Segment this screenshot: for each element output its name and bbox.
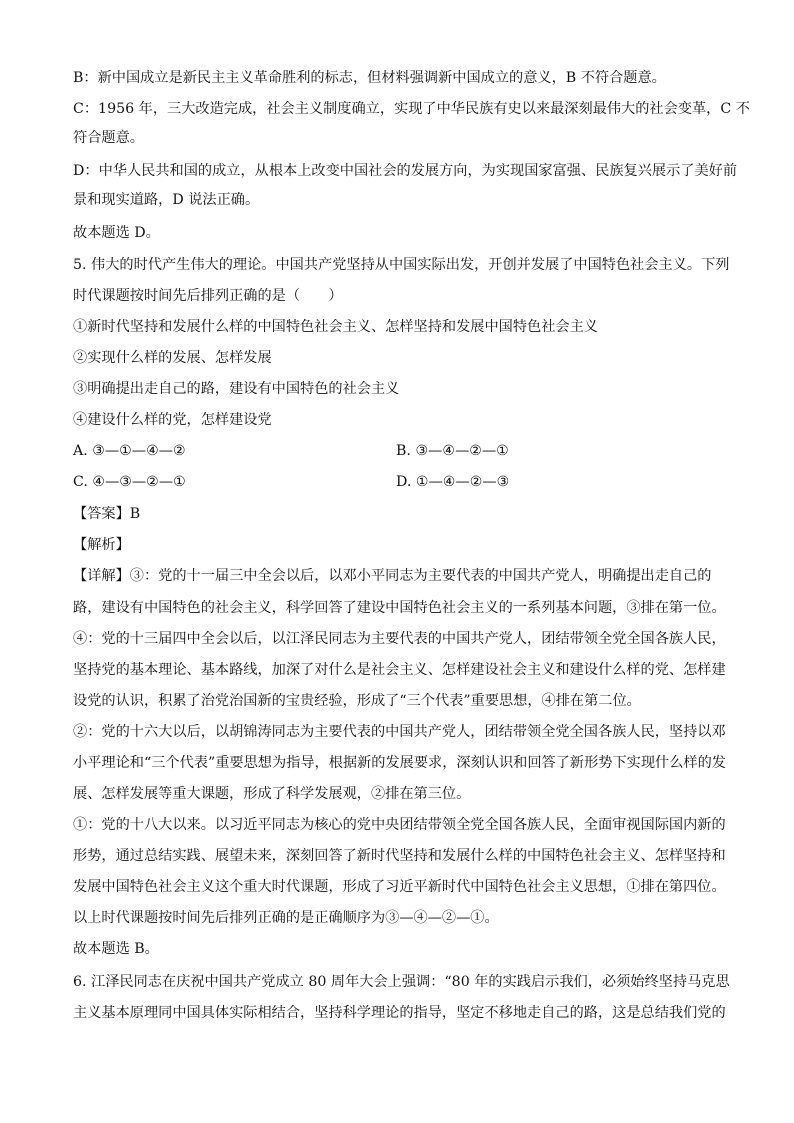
question-5-stem: 时代课题按时间先后排列正确的是（ ） (73, 288, 343, 304)
text-line: 故本题选 D。 (73, 225, 160, 241)
text-line: D：中华人民共和国的成立，从根本上改变中国社会的发展方向，为实现国家富强、民族复兴展示了美好前 (73, 163, 738, 179)
option-c: C. ④—③—②—① (73, 474, 186, 490)
text-line: B：新中国成立是新民主主义革命胜利的标志，但材料强调新中国成立的意义，B 不符合题意。 (73, 70, 666, 86)
answer-label: 【答案】B (73, 506, 141, 522)
option-a: A. ③—①—④—② (73, 443, 186, 459)
question-5-item: ③明确提出走自己的路，建设有中国特色的社会主义 (73, 381, 400, 397)
question-5-item: ④建设什么样的党，怎样建设党 (73, 412, 272, 428)
analysis-line: 发展中国特色社会主义这个重大时代课题，形成了习近平新时代中国特色社会主义思想，①排在第四位。 (73, 879, 726, 895)
analysis-line: 故本题选 B。 (73, 941, 159, 957)
option-b: B. ③—④—②—① (396, 443, 509, 459)
question-6-stem: 主义基本原理同中国具体实际相结合，坚持科学理论的指导，坚定不移地走自己的路，这是总结我们党的 (73, 1005, 726, 1021)
analysis-line: ②：党的十六大以后，以胡锦涛同志为主要代表的中国共产党人，团结带领全党全国各族人民，坚持以邓 (73, 724, 726, 740)
analysis-line: 展、怎样发展等重大课题，形成了科学发展观，②排在第三位。 (73, 786, 471, 802)
analysis-line: 形势，通过总结实践、展望未来，深刻回答了新时代坚持和发展什么样的中国特色社会主义、怎样坚持和 (73, 848, 726, 864)
text-line: 符合题意。 (73, 130, 144, 146)
question-5-stem: 5. 伟大的时代产生伟大的理论。中国共产党坚持从中国实际出发，开创并发展了中国特色社会主义。下列 (73, 257, 730, 273)
option-d: D. ①—④—②—③ (396, 474, 510, 490)
analysis-line: 【详解】③：党的十一届三中全会以后，以邓小平同志为主要代表的中国共产党人，明确提出走自己的 (73, 568, 712, 584)
analysis-line: 坚持党的基本理论、基本路线，加深了对什么是社会主义、怎样建设社会主义和建设什么样的党、怎样建 (73, 662, 726, 678)
analysis-line: 以上时代课题按时间先后排列正确的是正确顺序为③—④—②—①。 (73, 910, 499, 926)
question-5-item: ②实现什么样的发展、怎样发展 (73, 350, 272, 366)
analysis-line: ①：党的十八大以来。以习近平同志为核心的党中央团结带领全党全国各族人民，全面审视国际国内新的 (73, 817, 726, 833)
analysis-line: ④：党的十三届四中全会以后，以江泽民同志为主要代表的中国共产党人，团结带领全党全国各族人民， (73, 631, 726, 647)
question-5-item: ①新时代坚持和发展什么样的中国特色社会主义、怎样坚持和发展中国特色社会主义 (73, 319, 598, 335)
analysis-line: 设党的认识，积累了治党治国新的宝贵经验，形成了“三个代表”重要思想，④排在第二位。 (73, 693, 641, 709)
analysis-line: 路，建设有中国特色的社会主义，科学回答了建设中国特色社会主义的一系列基本问题，③排在第一位。 (73, 600, 726, 616)
text-line: C：1956 年，三大改造完成，社会主义制度确立，实现了中华民族有史以来最深刻最伟大的社会变革，C 不 (73, 101, 750, 117)
analysis-line: 小平理论和“三个代表”重要思想为指导，根据新的发展要求，深刻认识和回答了新形势下实现什么样的发 (73, 755, 726, 771)
question-6-stem: 6. 江泽民同志在庆祝中国共产党成立 80 周年大会上强调：“80 年的实践启示我们，必须始终坚持马克思 (73, 974, 730, 990)
text-line: 景和现实道路，D 说法正确。 (73, 192, 260, 208)
analysis-heading: 【解析】 (73, 537, 130, 553)
